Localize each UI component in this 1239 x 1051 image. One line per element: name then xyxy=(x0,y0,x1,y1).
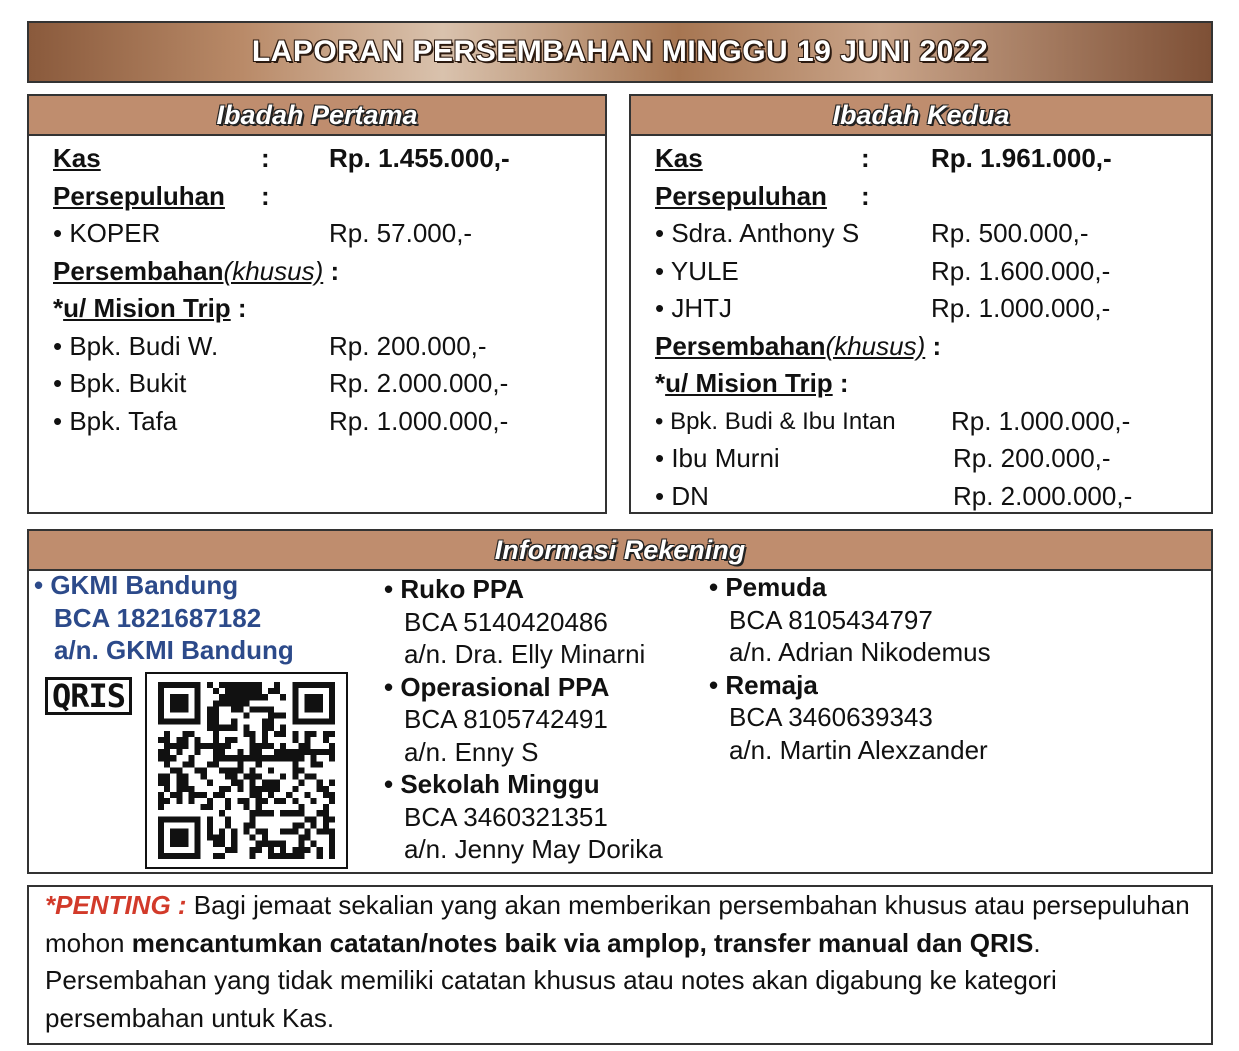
account-owner: a/n. Martin Alexzander xyxy=(729,734,988,765)
account-title: Operasional PPA xyxy=(400,671,610,702)
panel-ibadah-pertama xyxy=(27,94,607,514)
persepuluhan-colon: : xyxy=(861,180,870,211)
panel-heading: Informasi Rekening xyxy=(29,531,1211,571)
main-account-number: BCA 1821687182 xyxy=(54,602,262,633)
list-item xyxy=(631,290,1211,328)
account-item: • Ruko PPA BCA 5140420486 a/n. Dra. Elly Minarni xyxy=(384,573,663,671)
page-title: LAPORAN PERSEMBAHAN MINGGU 19 JUNI 2022 xyxy=(251,35,989,68)
item-amount: Rp. 500.000,- xyxy=(931,218,1089,248)
item-name: • Bpk. Tafa xyxy=(53,405,178,436)
list-item xyxy=(29,365,605,403)
list-item xyxy=(631,440,1211,478)
notice-label: *PENTING : xyxy=(45,890,187,920)
kas-value: Rp. 1.961.000,- xyxy=(931,143,1112,173)
account-number: BCA 3460321351 xyxy=(404,801,608,832)
main-account xyxy=(34,569,294,667)
list-item xyxy=(631,253,1211,291)
item-name: • DN xyxy=(655,480,709,511)
accounts-right xyxy=(709,571,991,766)
item-amount: Rp. 1.600.000,- xyxy=(931,255,1111,286)
persepuluhan-label: Persepuluhan xyxy=(53,180,225,211)
item-amount: Rp. 1.000.000,- xyxy=(329,405,509,436)
mision-heading: *u/ Mision Trip : xyxy=(53,293,247,323)
account-item: • Pemuda BCA 8105434797 a/n. Adrian Nikodemus xyxy=(709,572,991,667)
account-item: • Remaja BCA 3460639343 a/n. Martin Alexzander xyxy=(709,669,991,767)
panel-heading: Ibadah Kedua xyxy=(631,96,1211,136)
item-amount: Rp. 2.000.000,- xyxy=(329,368,509,398)
title-banner xyxy=(27,21,1213,83)
panel-heading: Ibadah Pertama xyxy=(29,96,605,136)
qris-logo: QRIS xyxy=(45,677,132,715)
list-item xyxy=(631,215,1211,253)
persepuluhan-label: Persepuluhan xyxy=(655,180,827,211)
account-owner: a/n. Jenny May Dorika xyxy=(404,834,663,864)
kas-colon: : xyxy=(861,143,870,173)
list-item xyxy=(29,328,605,366)
kas-value: Rp. 1.455.000,- xyxy=(329,143,510,173)
item-name: • Bpk. Budi & Ibu Intan xyxy=(655,407,896,435)
kas-colon: : xyxy=(261,143,270,173)
account-title: Ruko PPA xyxy=(400,574,525,604)
mision-heading: *u/ Mision Trip : xyxy=(655,368,849,398)
list-item xyxy=(631,403,1211,441)
item-name: • JHTJ xyxy=(655,293,732,323)
item-amount: Rp. 2.000.000,- xyxy=(953,480,1133,511)
item-amount: Rp. 200.000,- xyxy=(953,443,1111,473)
account-number: BCA 8105742491 xyxy=(404,704,608,734)
account-title: Pemuda xyxy=(725,572,827,602)
account-item: • Sekolah Minggu BCA 3460321351 a/n. Jenny May Dorika xyxy=(384,769,663,864)
account-title: Remaja xyxy=(725,669,818,700)
account-owner: a/n. Adrian Nikodemus xyxy=(729,637,991,667)
item-amount: Rp. 1.000.000,- xyxy=(931,293,1111,323)
account-number: BCA 8105434797 xyxy=(729,604,933,635)
item-name: • YULE xyxy=(655,255,739,286)
important-notice xyxy=(27,885,1213,1045)
accounts-middle xyxy=(384,573,663,866)
item-name: • Sdra. Anthony S xyxy=(655,218,860,248)
main-account-name: • GKMI Bandung xyxy=(34,570,239,600)
khusus-heading: Persembahan(khusus) : xyxy=(53,255,340,286)
panel-informasi-rekening xyxy=(27,529,1213,874)
item-amount: Rp. 1.000.000,- xyxy=(951,405,1131,436)
notice-text: *PENTING : Bagi jemaat sekalian yang akan memberikan persembahan khusus atau persepuluhan mohon mencantumkan catatan/notes baik via amplop, transfer manual dan QRIS. Persembahan yang tidak memiliki catatan khusus atau notes akan digabung ke kategori persembahan untuk Kas. xyxy=(45,890,1190,1033)
main-account-owner: a/n. GKMI Bandung xyxy=(54,635,294,665)
account-title: Sekolah Minggu xyxy=(400,769,600,799)
qr-code[interactable] xyxy=(145,672,348,869)
list-item xyxy=(631,478,1211,516)
persepuluhan-colon: : xyxy=(261,180,270,211)
account-owner: a/n. Enny S xyxy=(404,736,539,767)
item-amount: Rp. 57.000,- xyxy=(329,218,473,248)
kas-label: Kas xyxy=(655,143,703,173)
kas-label: Kas xyxy=(53,143,101,173)
item-name: • Bpk. Budi W. xyxy=(53,330,219,361)
list-item xyxy=(29,215,605,253)
account-number: BCA 5140420486 xyxy=(404,606,608,637)
item-amount: Rp. 200.000,- xyxy=(329,330,487,361)
panel-ibadah-kedua xyxy=(629,94,1213,514)
item-name: • Bpk. Bukit xyxy=(53,368,187,398)
item-name: • KOPER xyxy=(53,218,161,248)
khusus-heading: Persembahan(khusus) : xyxy=(655,330,942,361)
account-number: BCA 3460639343 xyxy=(729,702,933,732)
list-item xyxy=(29,403,605,441)
qr-code-image xyxy=(155,682,338,859)
account-item: • Operasional PPA BCA 8105742491 a/n. Enny S xyxy=(384,671,663,769)
account-owner: a/n. Dra. Elly Minarni xyxy=(404,639,646,669)
item-name: • Ibu Murni xyxy=(655,443,780,473)
